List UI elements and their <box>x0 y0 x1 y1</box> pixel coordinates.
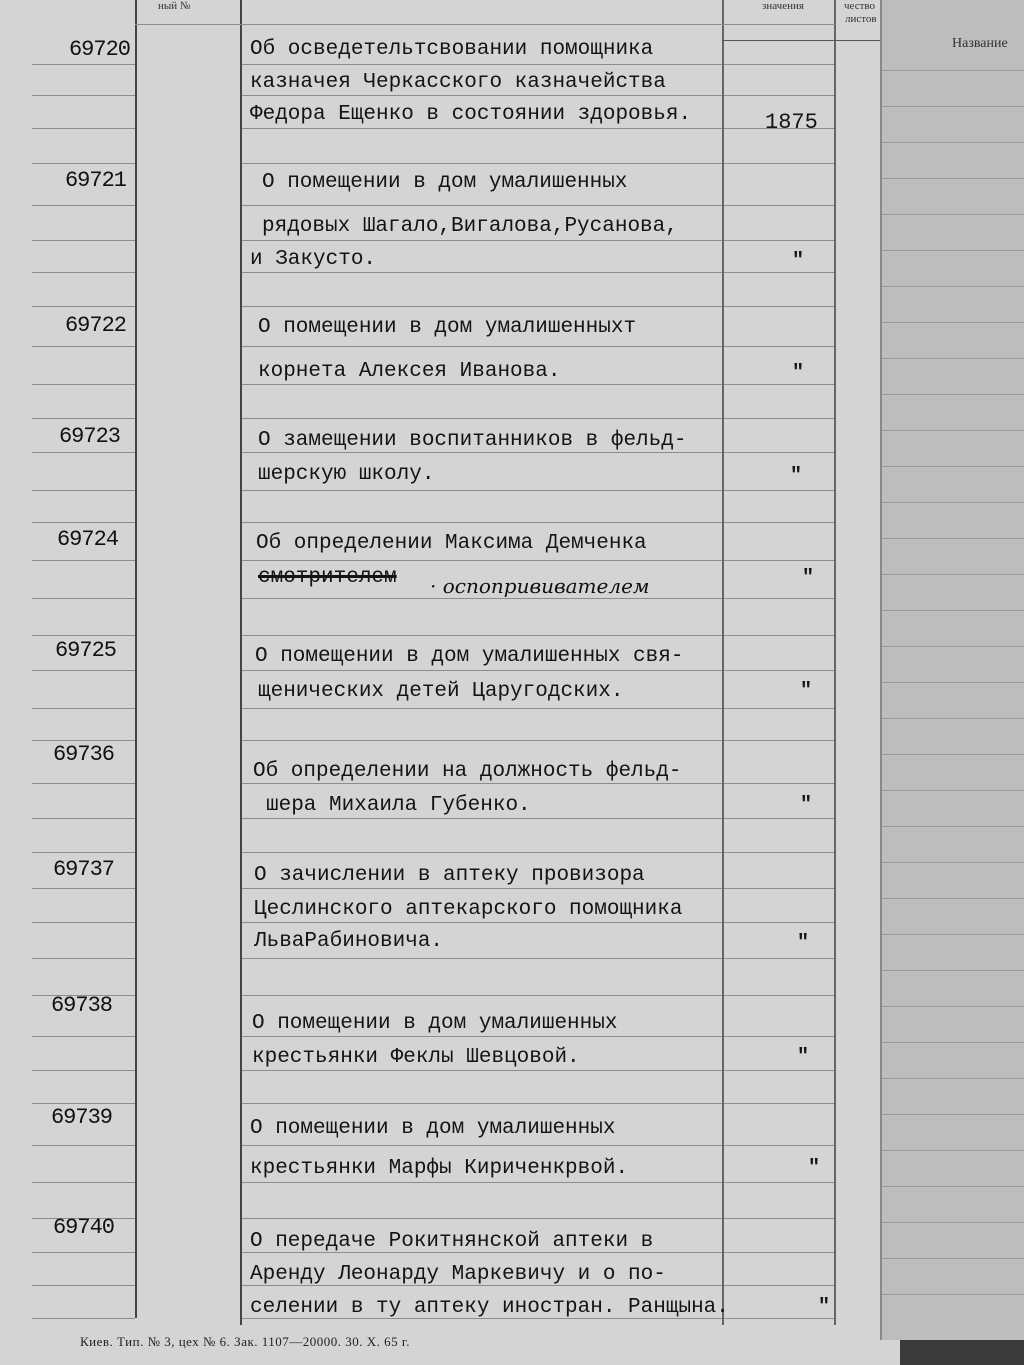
entry-text: селении в ту аптеку иностран. Ранщына. <box>250 1296 729 1319</box>
rule-line <box>242 740 722 741</box>
rule-line <box>32 1285 135 1286</box>
rule-line <box>32 560 135 561</box>
ditto-mark: " <box>792 250 805 273</box>
rule-line <box>724 346 834 347</box>
column-rule <box>135 0 137 1318</box>
entry-text: крестьянки Марфы Кириченкрвой. <box>250 1157 629 1180</box>
ditto-mark: " <box>797 932 810 955</box>
rule-line <box>724 522 834 523</box>
entry-text: Об определении Максима Демченка <box>256 532 647 555</box>
rule-line <box>242 205 722 206</box>
rule-line <box>242 490 722 491</box>
rule-line <box>32 1036 135 1037</box>
rule-line <box>242 522 722 523</box>
entry-text: Цеслинского аптекарского помощника <box>254 898 683 921</box>
facing-rule-line <box>882 178 1024 179</box>
facing-rule-line <box>882 1258 1024 1259</box>
rule-line <box>242 240 722 241</box>
rule-line <box>242 272 722 273</box>
rule-line <box>724 384 834 385</box>
header-rule <box>722 40 892 41</box>
rule-line <box>32 1318 135 1319</box>
facing-rule-line <box>882 430 1024 431</box>
entry-text: ЛьваРабиновича. <box>254 930 444 953</box>
facing-rule-line <box>882 862 1024 863</box>
entry-number: 69724 <box>56 527 118 552</box>
facing-rule-line <box>882 790 1024 791</box>
facing-rule-line <box>882 610 1024 611</box>
facing-rule-line <box>882 394 1024 395</box>
rule-line <box>242 64 722 65</box>
rule-line <box>32 490 135 491</box>
facing-page-title: Название <box>952 36 1008 51</box>
entry-text: рядовых Шагало,Вигалова,Русанова, <box>262 215 678 238</box>
rule-line <box>32 852 135 853</box>
rule-line <box>242 958 722 959</box>
rule-line <box>242 670 722 671</box>
rule-line <box>32 888 135 889</box>
rule-line <box>724 205 834 206</box>
rule-line <box>242 560 722 561</box>
facing-rule-line <box>882 538 1024 539</box>
rule-line <box>32 1252 135 1253</box>
entry-text: щенических детей Царугодских. <box>258 680 624 703</box>
rule-line <box>724 306 834 307</box>
rule-line <box>724 958 834 959</box>
facing-rule-line <box>882 1006 1024 1007</box>
rule-line <box>32 1182 135 1183</box>
facing-rule-line <box>882 502 1024 503</box>
rule-line <box>242 888 722 889</box>
entry-text: корнета Алексея Иванова. <box>258 360 561 383</box>
facing-rule-line <box>882 970 1024 971</box>
entry-text: О помещении в дом умалишенных <box>252 1012 618 1035</box>
rule-line <box>724 1218 834 1219</box>
header-rule <box>135 24 835 25</box>
rule-line <box>724 1252 834 1253</box>
entry-text: О передаче Рокитнянской аптеки в <box>250 1230 654 1253</box>
entry-number: 69738 <box>50 993 112 1018</box>
facing-page <box>880 0 1024 1340</box>
facing-rule-line <box>882 1114 1024 1115</box>
rule-line <box>724 418 834 419</box>
entry-text: О помещении в дом умалишенных свя- <box>255 645 684 668</box>
rule-line <box>32 708 135 709</box>
rule-line <box>242 418 722 419</box>
entry-text: крестьянки Феклы Шевцовой. <box>252 1046 580 1069</box>
rule-line <box>724 452 834 453</box>
facing-rule-line <box>882 106 1024 107</box>
rule-line <box>32 64 135 65</box>
facing-rule-line <box>882 934 1024 935</box>
rule-line <box>242 598 722 599</box>
rule-line <box>724 490 834 491</box>
entry-number: 69736 <box>52 742 114 767</box>
entry-text: и Закусто. <box>250 248 377 271</box>
rule-line <box>32 818 135 819</box>
facing-rule-line <box>882 70 1024 71</box>
facing-rule-line <box>882 574 1024 575</box>
facing-rule-line <box>882 286 1024 287</box>
rule-line <box>724 708 834 709</box>
facing-rule-line <box>882 466 1024 467</box>
facing-rule-line <box>882 1186 1024 1187</box>
entry-number: 69739 <box>50 1105 112 1130</box>
rule-line <box>242 635 722 636</box>
rule-line <box>32 783 135 784</box>
entry-text: О помещении в дом умалишенных <box>262 171 628 194</box>
facing-rule-line <box>882 682 1024 683</box>
facing-rule-line <box>882 754 1024 755</box>
ditto-mark: " <box>800 680 813 703</box>
rule-line <box>32 452 135 453</box>
rule-line <box>32 306 135 307</box>
rule-line <box>32 95 135 96</box>
header-years: значения <box>762 0 804 12</box>
entry-text: Федора Ещенко в состоянии здоровья. <box>250 103 692 126</box>
rule-line <box>32 240 135 241</box>
entry-text: О замещении воспитанников в фельд- <box>258 429 687 452</box>
entry-text: казначея Черкасского казначейства <box>250 71 666 94</box>
rule-line <box>724 1103 834 1104</box>
entry-text: Об осведетельтсвовании помощника <box>250 38 654 61</box>
facing-rule-line <box>882 358 1024 359</box>
ditto-mark: " <box>818 1296 831 1319</box>
rule-line <box>32 163 135 164</box>
rule-line <box>724 995 834 996</box>
print-footer: Киев. Тип. № 3, цех № 6. Зак. 1107—20000. 30. X. 65 г. <box>80 1334 411 1349</box>
ditto-mark: " <box>808 1157 821 1180</box>
rule-line <box>32 1145 135 1146</box>
rule-line <box>242 452 722 453</box>
rule-line <box>724 240 834 241</box>
rule-line <box>32 346 135 347</box>
entry-number: 69723 <box>58 424 120 449</box>
facing-rule-line <box>882 826 1024 827</box>
rule-line <box>724 1070 834 1071</box>
rule-line <box>724 922 834 923</box>
entry-number: 69721 <box>64 168 126 193</box>
rule-line <box>242 1145 722 1146</box>
facing-rule-line <box>882 322 1024 323</box>
facing-rule-line <box>882 1222 1024 1223</box>
entry-text: О помещении в дом умалишенных <box>250 1117 616 1140</box>
rule-line <box>724 95 834 96</box>
rule-line <box>242 1070 722 1071</box>
facing-rule-line <box>882 898 1024 899</box>
facing-rule-line <box>882 142 1024 143</box>
rule-line <box>724 272 834 273</box>
ditto-mark: " <box>790 465 803 488</box>
ditto-mark: " <box>797 1046 810 1069</box>
entry-text: О помещении в дом умалишенныхт <box>258 316 637 339</box>
handwritten-correction: · оспопрививателем <box>430 574 650 598</box>
rule-line <box>32 1070 135 1071</box>
ditto-mark: " <box>792 362 805 385</box>
entry-number: 69737 <box>52 857 114 882</box>
header-sheets-1: чество <box>844 0 875 12</box>
rule-line <box>724 560 834 561</box>
rule-line <box>32 418 135 419</box>
facing-rule-line <box>882 1078 1024 1079</box>
rule-line <box>724 740 834 741</box>
rule-line <box>242 783 722 784</box>
rule-line <box>32 384 135 385</box>
rule-line <box>242 852 722 853</box>
rule-line <box>724 783 834 784</box>
entry-text: Об определении на должность фельд- <box>253 760 682 783</box>
rule-line <box>724 598 834 599</box>
entry-number: 69725 <box>54 638 116 663</box>
rule-line <box>724 163 834 164</box>
rule-line <box>724 1145 834 1146</box>
rule-line <box>242 995 722 996</box>
rule-line <box>724 818 834 819</box>
rule-line <box>32 1103 135 1104</box>
rule-line <box>32 635 135 636</box>
rule-line <box>32 128 135 129</box>
entry-year: 1875 <box>765 110 818 135</box>
rule-line <box>724 852 834 853</box>
struck-text: смотрителем <box>258 566 397 589</box>
rule-line <box>242 95 722 96</box>
column-rule <box>722 0 724 1325</box>
rule-line <box>724 670 834 671</box>
rule-line <box>724 888 834 889</box>
facing-rule-line <box>882 214 1024 215</box>
rule-line <box>724 64 834 65</box>
rule-line <box>242 1218 722 1219</box>
rule-line <box>242 1182 722 1183</box>
rule-line <box>242 306 722 307</box>
rule-line <box>242 384 722 385</box>
facing-rule-line <box>882 1294 1024 1295</box>
rule-line <box>242 1103 722 1104</box>
column-rule <box>240 0 242 1325</box>
rule-line <box>724 1285 834 1286</box>
rule-line <box>242 163 722 164</box>
rule-line <box>242 346 722 347</box>
ditto-mark: " <box>802 567 815 590</box>
rule-line <box>32 958 135 959</box>
facing-rule-line <box>882 718 1024 719</box>
header-number: ный № <box>158 0 191 12</box>
entry-text: Аренду Леонарду Маркевичу и о по- <box>250 1263 666 1286</box>
ditto-mark: " <box>800 794 813 817</box>
header-sheets-2: листов <box>845 13 877 25</box>
rule-line <box>242 818 722 819</box>
facing-rule-line <box>882 646 1024 647</box>
rule-line <box>724 1182 834 1183</box>
rule-line <box>724 1036 834 1037</box>
entry-number: 69722 <box>64 313 126 338</box>
rule-line <box>242 922 722 923</box>
rule-line <box>32 598 135 599</box>
entry-text: О зачислении в аптеку провизора <box>254 864 645 887</box>
rule-line <box>242 128 722 129</box>
rule-line <box>32 922 135 923</box>
rule-line <box>242 708 722 709</box>
facing-rule-line <box>882 1150 1024 1151</box>
facing-rule-line <box>882 250 1024 251</box>
entry-number: 69720 <box>68 37 130 62</box>
rule-line <box>32 522 135 523</box>
rule-line <box>32 272 135 273</box>
rule-line <box>724 635 834 636</box>
entry-number: 69740 <box>52 1215 114 1240</box>
column-rule <box>834 0 836 1325</box>
entry-text: шера Михаила Губенко. <box>266 794 531 817</box>
rule-line <box>32 740 135 741</box>
facing-rule-line <box>882 1042 1024 1043</box>
rule-line <box>32 205 135 206</box>
entry-text: шерскую школу. <box>258 463 435 486</box>
rule-line <box>32 670 135 671</box>
rule-line <box>242 1036 722 1037</box>
